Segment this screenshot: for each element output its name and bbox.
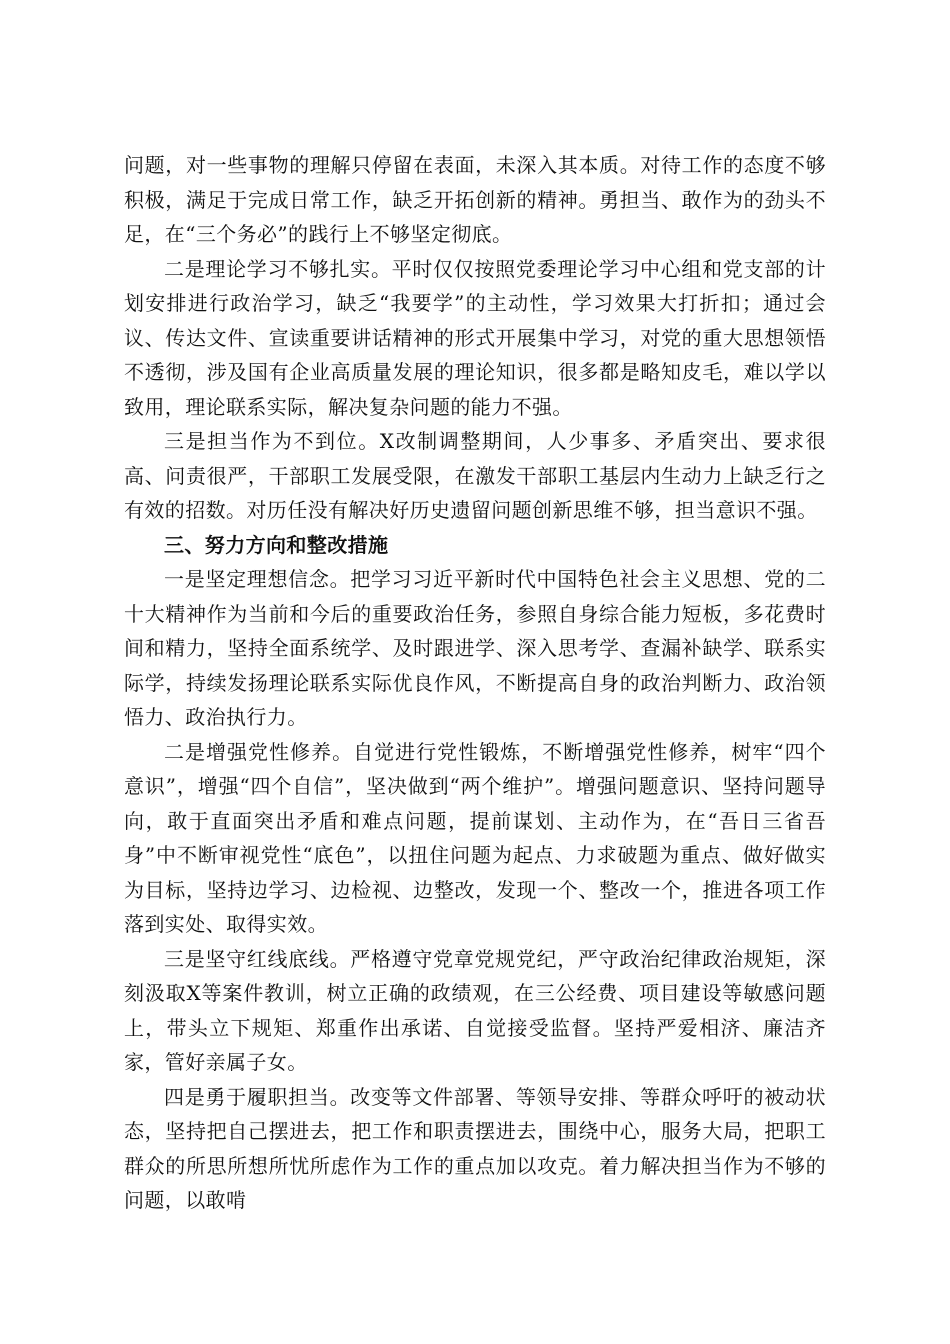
paragraph-problem-continuation: 问题，对一些事物的理解只停留在表面，未深入其本质。对待工作的态度不够积极，满足于完成日常工作，缺乏开拓创新的精神。勇担当、敢作为的劲头不足，在“三个务必”的践行上不够坚定彻底。	[124, 153, 826, 246]
measure-red-line: 三是坚守红线底线。严格遵守党章党规党纪，严守政治纪律政治规矩，深刻汲取X等案件教训，树立正确的政绩观，在三公经费、项目建设等敏感问题上，带头立下规矩、郑重作出承诺、自觉接受监督。坚持严爱相济、廉洁齐家，管好亲属子女。	[124, 946, 826, 1074]
measure-ideals: 一是坚定理想信念。把学习习近平新时代中国特色社会主义思想、党的二十大精神作为当前和今后的重要政治任务，参照自身综合能力短板，多花费时间和精力，坚持全面系统学、及时跟进学、深入思考学、查漏补缺学、联系实际学，持续发扬理论联系实际优良作风，不断提高自身的政治判断力、政治领悟力、政治执行力。	[124, 567, 826, 729]
measure-duty: 四是勇于履职担当。改变等文件部署、等领导安排、等群众呼吁的被动状态，坚持把自己摆进去，把工作和职责摆进去，围绕中心，服务大局，把职工群众的所思所想所忧所虑作为工作的重点加以攻克。着力解决担当作为不够的问题，以敢啃	[124, 1084, 826, 1212]
document-page	[124, 148, 826, 1218]
paragraph-responsibility: 三是担当作为不到位。X改制调整期间，人少事多、矛盾突出、要求很高、问责很严，干部职工发展受限，在激发干部职工基层内生动力上缺乏行之有效的招数。对历任没有解决好历史遗留问题创新思维不够，担当意识不强。	[124, 429, 826, 522]
section-heading: 三、努力方向和整改措施	[164, 532, 389, 557]
paragraph-theory-study: 二是理论学习不够扎实。平时仅仅按照党委理论学习中心组和党支部的计划安排进行政治学习，缺乏“我要学”的主动性，学习效果大打折扣；通过会议、传达文件、宣读重要讲话精神的形式开展集中学习，对党的重大思想领悟不透彻，涉及国有企业高质量发展的理论知识，很多都是略知皮毛，难以学以致用，理论联系实际，解决复杂问题的能力不强。	[124, 256, 826, 419]
measure-party-spirit: 二是增强党性修养。自觉进行党性锻炼，不断增强党性修养，树牢“四个意识”，增强“四个自信”，坚决做到“两个维护”。增强问题意识、坚持问题导向，敢于直面突出矛盾和难点问题，提前谋划、主动作为，在“吾日三省吾身”中不断审视党性“底色”，以扭住问题为起点、力求破题为重点、做好做实为目标，坚持边学习、边检视、边整改，发现一个、整改一个，推进各项工作落到实处、取得实效。	[124, 739, 826, 936]
